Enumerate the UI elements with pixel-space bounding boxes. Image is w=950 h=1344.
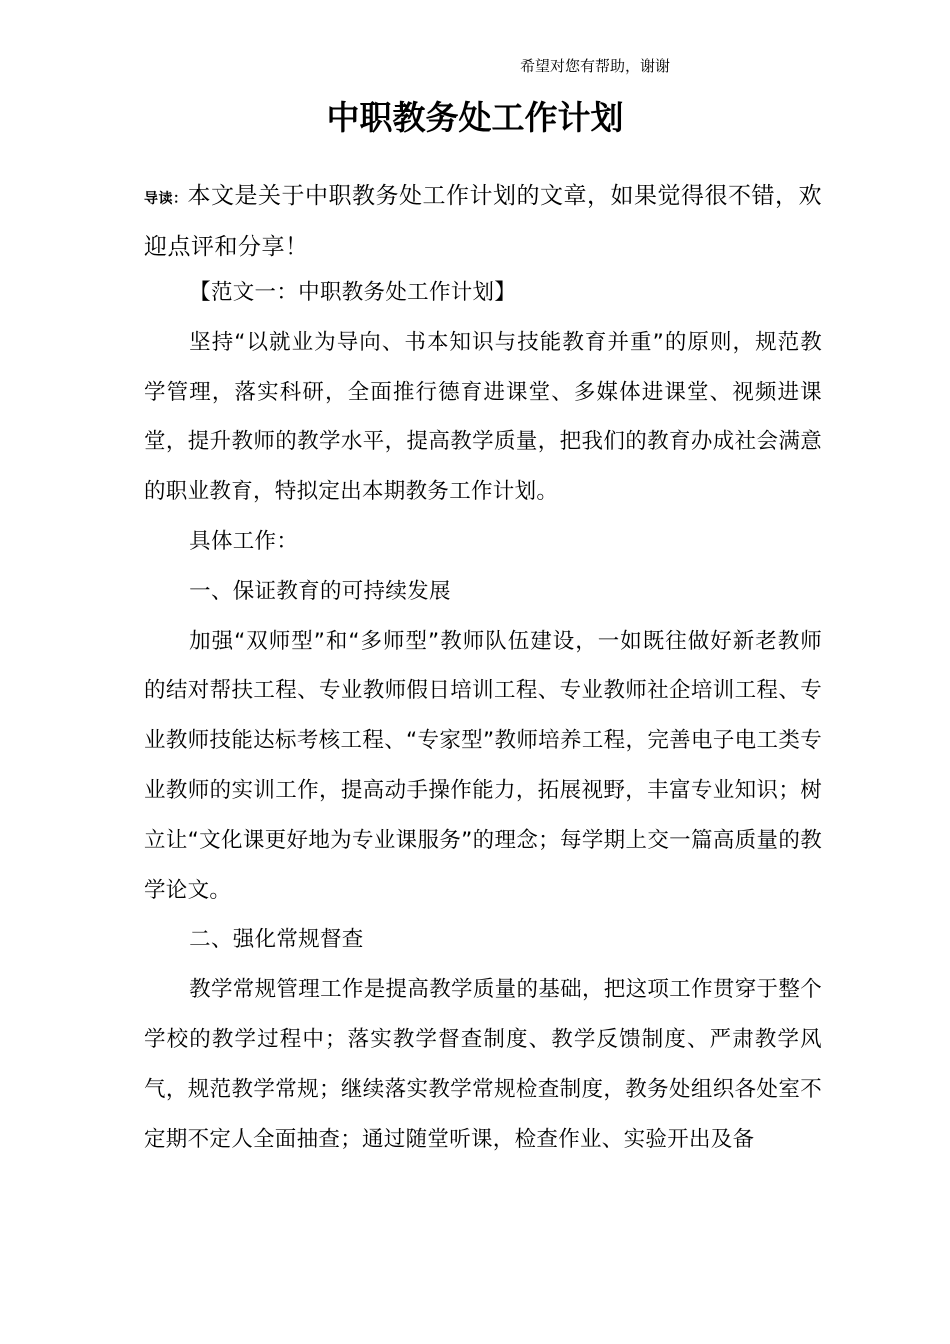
intro-label: 导读：: [144, 191, 188, 207]
document-title: 中职教务处工作计划: [326, 98, 624, 137]
header-note: 希望对您有帮助，谢谢: [520, 57, 671, 75]
document-body: [144, 268, 822, 1164]
body-paragraph: 加强“双师型”和“多师型”教师队伍建设，一如既往做好新老教师的结对帮扶工程、专业教师假日培训工程、专业教师社企培训工程、专业教师技能达标考核工程、“专家型”教师培养工程，完善电子电工类专业教师的实训工作，提高动手操作能力，拓展视野，丰富专业知识；树立让“文化课更好地为专业课服务”的理念；每学期上交一篇高质量的教学论文。: [144, 628, 822, 903]
sample-heading: 【范文一：中职教务处工作计划】: [189, 280, 517, 305]
intro-text: 本文是关于中职教务处工作计划的文章，如果觉得很不错，欢迎点评和分享！: [144, 183, 822, 260]
section-label: 具体工作：: [189, 528, 299, 554]
section-heading: 一、保证教育的可持续发展: [189, 578, 451, 604]
body-paragraph: 教学常规管理工作是提高教学质量的基础，把这项工作贯穿于整个学校的教学过程中；落实教学督查制度、教学反馈制度、严肃教学风气，规范教学常规；继续落实教学常规检查制度，教务处组织各处室不定期不定人全面抽查；通过随堂听课，检查作业、实验开出及备: [144, 977, 822, 1152]
intro-paragraph: [144, 172, 834, 271]
body-paragraph: 坚持“以就业为导向、书本知识与技能教育并重”的原则，规范教学管理，落实科研，全面推行德育进课堂、多媒体进课堂、视频进课堂，提升教师的教学水平，提高教学质量，把我们的教育办成社会满意的职业教育，特拟定出本期教务工作计划。: [144, 329, 822, 505]
section-heading: 二、强化常规督查: [189, 927, 364, 953]
